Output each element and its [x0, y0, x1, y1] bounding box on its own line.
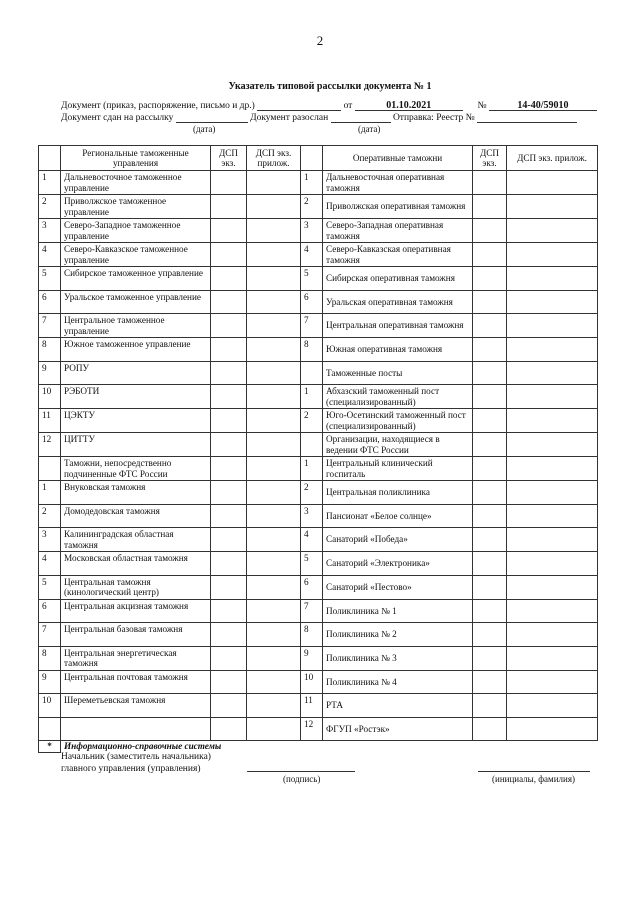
right-dsp-ekz — [473, 385, 507, 409]
right-num: 5 — [301, 267, 323, 291]
right-num: 8 — [301, 623, 323, 647]
left-name: Северо-Кавказское таможенное управление — [61, 243, 211, 267]
left-name: Приволжское таможенное управление — [61, 195, 211, 219]
table-row — [39, 481, 598, 505]
left-name: Центральная базовая таможня — [61, 623, 211, 647]
right-name: Центральный клинический госпиталь — [323, 457, 473, 481]
table-row — [39, 457, 598, 481]
left-dsp-pril — [247, 481, 301, 505]
document-line — [61, 100, 597, 111]
right-name: Пансионат «Белое солнце» — [323, 504, 473, 528]
table-row — [39, 575, 598, 599]
left-dsp-ekz — [211, 171, 247, 195]
name-line — [478, 771, 590, 772]
right-name: РТА — [323, 694, 473, 718]
right-name: Санаторий «Пестово» — [323, 575, 473, 599]
left-dsp-pril — [247, 219, 301, 243]
right-num: 1 — [301, 385, 323, 409]
left-num: 9 — [39, 361, 61, 385]
signature-line — [247, 771, 355, 772]
signature-caption: (подпись) — [283, 774, 321, 784]
right-dsp-ekz — [473, 694, 507, 718]
right-dsp-pril — [507, 361, 598, 385]
left-dsp-pril — [247, 171, 301, 195]
left-num: 8 — [39, 338, 61, 362]
left-dsp-ekz — [211, 646, 247, 670]
signatory-line-1: Начальник (заместитель начальника) — [61, 752, 211, 762]
left-dsp-ekz — [211, 361, 247, 385]
left-dsp-ekz — [211, 694, 247, 718]
left-dsp-pril — [247, 409, 301, 433]
left-dsp-ekz — [211, 385, 247, 409]
table-row — [39, 599, 598, 623]
right-name: Санаторий «Электроника» — [323, 552, 473, 576]
page-number: 2 — [316, 33, 324, 48]
left-dsp-ekz — [211, 599, 247, 623]
right-dsp-pril — [507, 694, 598, 718]
left-num: 4 — [39, 552, 61, 576]
table-row — [39, 623, 598, 647]
sent-date-blank — [331, 112, 391, 123]
right-num: 1 — [301, 457, 323, 481]
document-title: Указатель типовой рассылки документа № 1 — [228, 81, 432, 92]
right-dsp-pril — [507, 385, 598, 409]
right-dsp-pril — [507, 195, 598, 219]
right-dsp-ekz — [473, 670, 507, 694]
left-num: 5 — [39, 575, 61, 599]
left-name — [61, 717, 211, 741]
left-name: Домодедовская таможня — [61, 504, 211, 528]
table-row — [39, 433, 598, 457]
left-dsp-ekz — [211, 670, 247, 694]
right-name: Центральная оперативная таможня — [323, 314, 473, 338]
right-dsp-ekz — [473, 575, 507, 599]
right-dsp-pril — [507, 504, 598, 528]
right-dsp-pril — [507, 599, 598, 623]
right-num: 12 — [301, 717, 323, 741]
left-name: Центральная энергетическая таможня — [61, 646, 211, 670]
right-num: 2 — [301, 481, 323, 505]
left-dsp-pril — [247, 457, 301, 481]
left-name: Центральная акцизная таможня — [61, 599, 211, 623]
right-dsp-pril — [507, 575, 598, 599]
left-num: 3 — [39, 219, 61, 243]
right-num: 7 — [301, 599, 323, 623]
left-dsp-ekz — [211, 267, 247, 291]
right-num: 10 — [301, 670, 323, 694]
footnote-mark: * — [39, 741, 61, 753]
right-name: Северо-Западная оперативная таможня — [323, 219, 473, 243]
right-dsp-pril — [507, 171, 598, 195]
header-operative: Оперативные таможни — [323, 146, 473, 171]
left-name: Центральная таможня (кинологический центр) — [61, 575, 211, 599]
distribution-table — [38, 145, 598, 753]
right-name: Южная оперативная таможня — [323, 338, 473, 362]
header-dsp-ekz-left: ДСП экз. — [211, 146, 247, 171]
left-name: Московская областная таможня — [61, 552, 211, 576]
left-dsp-pril — [247, 243, 301, 267]
left-name: Внуковская таможня — [61, 481, 211, 505]
left-num: 10 — [39, 694, 61, 718]
right-name: ФГУП «Ростэк» — [323, 717, 473, 741]
left-dsp-pril — [247, 717, 301, 741]
right-name: Поликлиника № 3 — [323, 646, 473, 670]
dispatch-label: Отправка: Реестр № — [392, 113, 475, 123]
right-num — [301, 433, 323, 457]
left-name: Южное таможенное управление — [61, 338, 211, 362]
left-num: 1 — [39, 481, 61, 505]
sent-label: Документ разослан — [250, 113, 329, 123]
left-dsp-pril — [247, 361, 301, 385]
left-dsp-ekz — [211, 338, 247, 362]
table-header-row — [39, 146, 598, 171]
right-num: 2 — [301, 409, 323, 433]
left-name: Уральское таможенное управление — [61, 290, 211, 314]
left-num: 7 — [39, 623, 61, 647]
table-row — [39, 361, 598, 385]
right-dsp-ekz — [473, 481, 507, 505]
left-name: Шереметьевская таможня — [61, 694, 211, 718]
table-row — [39, 290, 598, 314]
left-num: 1 — [39, 171, 61, 195]
header-dsp-pril-left: ДСП экз. прилож. — [247, 146, 301, 171]
left-dsp-ekz — [211, 575, 247, 599]
table-row — [39, 552, 598, 576]
left-dsp-pril — [247, 504, 301, 528]
table-row — [39, 670, 598, 694]
left-name: ЦЭКТУ — [61, 409, 211, 433]
right-dsp-ekz — [473, 314, 507, 338]
left-dsp-ekz — [211, 528, 247, 552]
right-dsp-ekz — [473, 552, 507, 576]
left-dsp-pril — [247, 528, 301, 552]
right-dsp-ekz — [473, 409, 507, 433]
table-row — [39, 171, 598, 195]
right-num: 6 — [301, 575, 323, 599]
right-dsp-ekz — [473, 457, 507, 481]
left-name: Калининградская областная таможня — [61, 528, 211, 552]
doc-number: 14-40/59010 — [489, 100, 597, 111]
left-dsp-pril — [247, 267, 301, 291]
left-dsp-pril — [247, 290, 301, 314]
right-name: Уральская оперативная таможня — [323, 290, 473, 314]
right-dsp-pril — [507, 646, 598, 670]
left-dsp-ekz — [211, 433, 247, 457]
left-name: Сибирское таможенное управление — [61, 267, 211, 291]
right-num: 3 — [301, 219, 323, 243]
left-num: 8 — [39, 646, 61, 670]
right-dsp-ekz — [473, 361, 507, 385]
left-dsp-ekz — [211, 314, 247, 338]
no-label: № — [477, 101, 487, 111]
right-num: 3 — [301, 504, 323, 528]
right-name: Организации, находящиеся в ведении ФТС России — [323, 433, 473, 457]
left-num: 9 — [39, 670, 61, 694]
date-caption-1: (дата) — [193, 124, 216, 134]
left-dsp-pril — [247, 433, 301, 457]
handed-date-blank — [176, 112, 248, 123]
table-row — [39, 409, 598, 433]
right-name: Северо-Кавказская оперативная таможня — [323, 243, 473, 267]
left-name: РЭБОТИ — [61, 385, 211, 409]
left-dsp-pril — [247, 195, 301, 219]
left-dsp-ekz — [211, 552, 247, 576]
table-row — [39, 528, 598, 552]
right-dsp-pril — [507, 314, 598, 338]
right-dsp-ekz — [473, 646, 507, 670]
right-name: Абхазский таможенный пост (специализированный) — [323, 385, 473, 409]
left-dsp-ekz — [211, 717, 247, 741]
left-num — [39, 457, 61, 481]
right-dsp-pril — [507, 623, 598, 647]
left-name: Центральная почтовая таможня — [61, 670, 211, 694]
handed-label: Документ сдан на рассылку — [61, 113, 174, 123]
left-num: 4 — [39, 243, 61, 267]
right-dsp-ekz — [473, 338, 507, 362]
right-name: Поликлиника № 2 — [323, 623, 473, 647]
left-num — [39, 717, 61, 741]
right-dsp-ekz — [473, 267, 507, 291]
left-name: Дальневосточное таможенное управление — [61, 171, 211, 195]
left-num: 2 — [39, 504, 61, 528]
right-num: 4 — [301, 528, 323, 552]
left-num: 7 — [39, 314, 61, 338]
left-dsp-pril — [247, 646, 301, 670]
left-dsp-ekz — [211, 195, 247, 219]
left-dsp-ekz — [211, 481, 247, 505]
dispatch-line — [61, 112, 577, 123]
date-caption-2: (дата) — [358, 124, 381, 134]
right-name: Поликлиника № 4 — [323, 670, 473, 694]
left-dsp-pril — [247, 599, 301, 623]
right-dsp-ekz — [473, 528, 507, 552]
left-dsp-pril — [247, 575, 301, 599]
left-name: РОПУ — [61, 361, 211, 385]
doc-date: 01.10.2021 — [355, 100, 463, 111]
signatory-block — [61, 751, 211, 775]
left-num: 6 — [39, 599, 61, 623]
table-row — [39, 385, 598, 409]
right-dsp-ekz — [473, 433, 507, 457]
table-row — [39, 219, 598, 243]
left-dsp-ekz — [211, 243, 247, 267]
table-row — [39, 717, 598, 741]
left-num: 12 — [39, 433, 61, 457]
left-dsp-pril — [247, 623, 301, 647]
right-dsp-pril — [507, 552, 598, 576]
left-dsp-pril — [247, 694, 301, 718]
right-num: 8 — [301, 338, 323, 362]
table-row — [39, 267, 598, 291]
right-dsp-pril — [507, 267, 598, 291]
right-dsp-ekz — [473, 717, 507, 741]
right-num: 2 — [301, 195, 323, 219]
right-dsp-pril — [507, 433, 598, 457]
header-regional: Региональные таможенные управления — [61, 146, 211, 171]
right-num: 7 — [301, 314, 323, 338]
left-num: 3 — [39, 528, 61, 552]
right-num: 11 — [301, 694, 323, 718]
left-dsp-ekz — [211, 290, 247, 314]
header-dsp-ekz-right: ДСП экз. — [473, 146, 507, 171]
table-row — [39, 314, 598, 338]
right-name: Таможенные посты — [323, 361, 473, 385]
left-num: 10 — [39, 385, 61, 409]
doc-type-blank — [257, 100, 341, 111]
right-num: 9 — [301, 646, 323, 670]
right-dsp-pril — [507, 457, 598, 481]
right-dsp-ekz — [473, 219, 507, 243]
right-name: Центральная поликлиника — [323, 481, 473, 505]
right-name: Юго-Осетинский таможенный пост (специализированный) — [323, 409, 473, 433]
table-row — [39, 243, 598, 267]
right-dsp-ekz — [473, 195, 507, 219]
right-num — [301, 361, 323, 385]
left-name: Северо-Западное таможенное управление — [61, 219, 211, 243]
right-name: Приволжская оперативная таможня — [323, 195, 473, 219]
right-num: 5 — [301, 552, 323, 576]
left-num: 5 — [39, 267, 61, 291]
left-num: 11 — [39, 409, 61, 433]
right-name: Дальневосточная оперативная таможня — [323, 171, 473, 195]
left-dsp-ekz — [211, 623, 247, 647]
right-dsp-pril — [507, 290, 598, 314]
header-dsp-pril-right: ДСП экз. прилож. — [507, 146, 598, 171]
right-dsp-pril — [507, 409, 598, 433]
name-caption: (инициалы, фамилия) — [492, 774, 575, 784]
right-name: Сибирская оперативная таможня — [323, 267, 473, 291]
left-dsp-pril — [247, 552, 301, 576]
signatory-line-2: главного управления (управления) — [61, 764, 201, 774]
footnote-text: Информационно-справочные системы — [61, 741, 598, 753]
table-row — [39, 338, 598, 362]
right-dsp-pril — [507, 243, 598, 267]
table-row — [39, 694, 598, 718]
right-dsp-ekz — [473, 290, 507, 314]
left-num: 2 — [39, 195, 61, 219]
right-dsp-ekz — [473, 171, 507, 195]
right-dsp-pril — [507, 481, 598, 505]
left-num: 6 — [39, 290, 61, 314]
right-dsp-ekz — [473, 504, 507, 528]
right-num: 1 — [301, 171, 323, 195]
left-dsp-pril — [247, 338, 301, 362]
table-row — [39, 646, 598, 670]
right-num: 4 — [301, 243, 323, 267]
right-name: Поликлиника № 1 — [323, 599, 473, 623]
left-name: Центральное таможенное управление — [61, 314, 211, 338]
right-dsp-pril — [507, 670, 598, 694]
doc-label: Документ (приказ, распоряжение, письмо и др.) — [61, 101, 255, 111]
right-dsp-pril — [507, 338, 598, 362]
from-label: от — [343, 101, 353, 111]
right-name: Санаторий «Победа» — [323, 528, 473, 552]
table-row — [39, 504, 598, 528]
right-dsp-pril — [507, 219, 598, 243]
right-dsp-ekz — [473, 623, 507, 647]
left-dsp-pril — [247, 670, 301, 694]
left-dsp-pril — [247, 314, 301, 338]
registry-blank — [477, 112, 577, 123]
left-dsp-ekz — [211, 504, 247, 528]
left-dsp-ekz — [211, 409, 247, 433]
left-name: ЦИТТУ — [61, 433, 211, 457]
right-dsp-pril — [507, 528, 598, 552]
left-name: Таможни, непосредственно подчиненные ФТС России — [61, 457, 211, 481]
left-dsp-ekz — [211, 219, 247, 243]
right-dsp-pril — [507, 717, 598, 741]
left-dsp-pril — [247, 385, 301, 409]
right-dsp-ekz — [473, 243, 507, 267]
right-dsp-ekz — [473, 599, 507, 623]
left-dsp-ekz — [211, 457, 247, 481]
right-num: 6 — [301, 290, 323, 314]
table-row — [39, 195, 598, 219]
